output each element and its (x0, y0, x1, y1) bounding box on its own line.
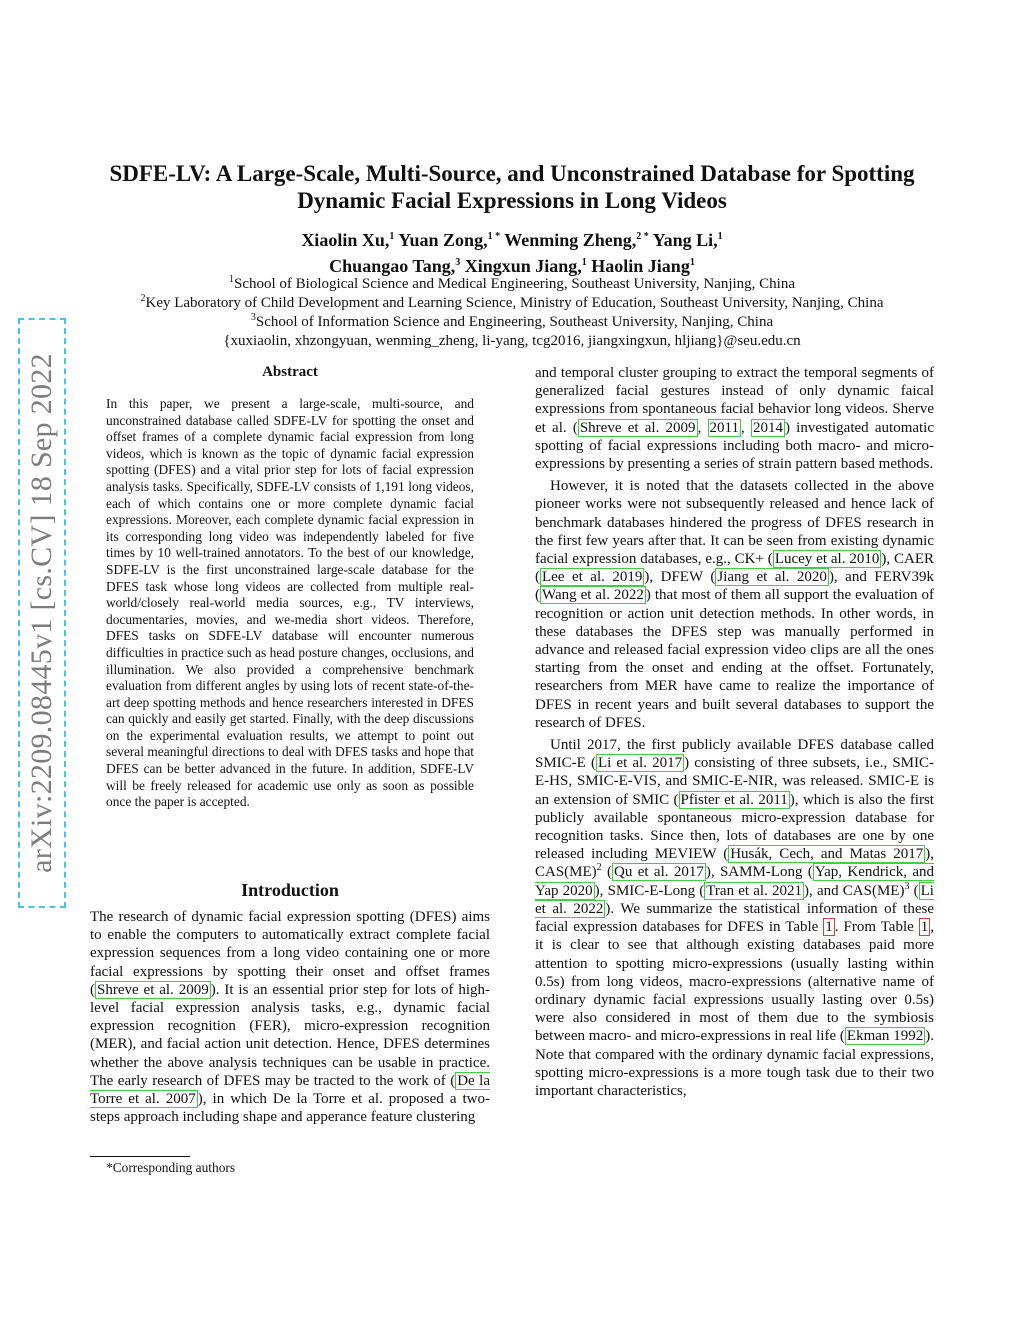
citation-link[interactable]: Yap, Kendrick, and Yap 2020 (535, 864, 934, 899)
citation-link[interactable]: Li et al. 2017 (597, 755, 683, 772)
author: Yang Li,$^1$ (652, 230, 723, 250)
citation-link[interactable]: Wang et al. 2022 (542, 587, 644, 604)
table-reference-link[interactable]: 1 (825, 919, 833, 936)
affiliation: $^3$School of Information Science and Engineering, Southeast University, Nanjing, China (250, 312, 774, 330)
author: Chuangao Tang,$^3$ (329, 256, 461, 276)
citation-link[interactable]: Jiang et al. 2020 (717, 569, 827, 586)
author: Wenming Zheng,$^{2 *}$ (504, 230, 649, 250)
citation-link[interactable]: Lucey et al. 2010 (774, 551, 880, 568)
citation-link[interactable]: Shreve et al. 2009 (579, 419, 696, 436)
affiliation: $^2$Key Laboratory of Child Development and Learning Science, Ministry of Education, Southeast University, Nanjing, China (140, 293, 884, 311)
citation-link[interactable]: 2011 (709, 419, 739, 436)
author-line-1 (90, 227, 934, 253)
author: Haolin Jiang$^1$ (591, 256, 695, 276)
citation-link[interactable]: Li et al. 2022 (535, 882, 934, 917)
paper-title: SDFE-LV: A Large-Scale, Multi-Source, and Unconstrained Database for Spotting Dynamic Facial Expressions in Long Videos (109, 161, 915, 213)
citation-link[interactable]: 2014 (752, 419, 783, 436)
affiliation: $^1$School of Biological Science and Medical Engineering, Southeast University, Nanjing, China (229, 274, 795, 292)
author: Yuan Zong,$^{1 *}$ (398, 230, 501, 250)
arxiv-id: arXiv:2209.08445v1 [cs.CV] 18 Sep 2022 (25, 353, 58, 873)
citation-link[interactable]: Tran et al. 2021 (706, 882, 803, 899)
introduction-heading: Introduction (241, 880, 339, 900)
footnote-rule (90, 1156, 190, 1157)
affiliations (90, 275, 934, 351)
author-block (90, 227, 934, 279)
citation-link[interactable]: De la Torre et al. 2007 (90, 1072, 490, 1108)
arxiv-stamp (18, 318, 66, 908)
citation-link[interactable]: Ekman 1992 (846, 1028, 924, 1045)
emails: {xuxiaolin, xhzongyuan, wenming_zheng, li-yang, tcg2016, jiangxingxun, hljiang}@seu.edu.cn (223, 333, 801, 349)
citation-link[interactable]: Qu et al. 2017 (614, 864, 704, 881)
abstract-heading: Abstract (262, 364, 318, 380)
citation-link[interactable]: Husák, Cech, and Matas 2017 (730, 846, 924, 863)
paragraph: However, it is noted that the datasets collected in the above pioneer works were not subsequently released and hence lack of benchmark databases hindered the progress of DFES research in the first few years after that. It can be seen from existing dynamic facial expression databases, e.g., CK+ ( Lucey et al. 2010 ), CAER ( Lee et al. 2019 ), DFEW ( Jiang et al. 2020 ), and FERV39k ( Wang et al. 2022 ) that most of them all support the evaluation of recognition or action unit detection methods. In other words, in these databases the DFES step was manually performed in advance and released facial expression video clips are all the ones starting from the onset and ending at the offset. Fortunately, researchers from MER have came to realize the importance of DFES in recent years and built several databases to support the research of DFES. (535, 478, 935, 731)
table-reference-link[interactable]: 1 (920, 919, 929, 936)
author: Xingxun Jiang,$^1$ (464, 256, 587, 276)
paragraph: and temporal cluster grouping to extract the temporal segments of generalized facial gestures instead of only dynamic faical expressions from spontaneous facial behavior long videos. Sherve et al. ( Shreve et al. 2009 , 2011 , 2014 ) investigated automatic spotting of facial expressions including both macro- and micro-expressions by presenting a series of strain pattern based methods. (535, 365, 935, 473)
citation-link[interactable]: Pfister et al. 2011 (680, 791, 788, 808)
citation-link[interactable]: Shreve et al. 2009 (97, 981, 209, 998)
citation-link[interactable]: Lee et al. 2019 (542, 569, 643, 586)
author: Xiaolin Xu,$^1$ (301, 230, 395, 250)
footnote: *Corresponding authors (106, 1160, 236, 1175)
right-column (535, 364, 934, 1100)
abstract-body: In this paper, we present a large-scale, multi-source, and unconstrained database called SDFE-LV for spotting the onset and offset frames of a complete dynamic facial expression from long videos, which is known as the topic of dynamic facial expression spotting (DFES) and a vital prior step for lots of facial expression analysis tasks. Specifically, SDFE-LV consists of 1,191 long videos, each of which contains one or more complete dynamic facial expressions. Moreover, each complete dynamic facial expression in its corresponding long video was independently labeled for five times by 10 well-trained annotators. To the best of our knowledge, SDFE-LV is the first unconstrained large-scale database for the DFES task whose long videos are collected from multiple real-world/closely real-world media sources, e.g., TV interviews, documentaries, movies, and we-media short videos. Therefore, DFES tasks on SDFE-LV database will encounter numerous difficulties in practice such as head posture changes, occlusions, and illumination. We also provided a comprehensive benchmark evaluation from different angles by using lots of recent state-of-the-art deep spotting methods and hence researchers interested in DFES can quickly and easily get started. Finally, with the deep discussions on the experimental evaluation results, we attempt to point out several meaningful directions to deal with DFES tasks and hope that DFES can be better advanced in the future. In addition, SDFE-LV will be freely released for academic use only as soon as possible once the paper is accepted. (106, 396, 474, 810)
paragraph: Until 2017, the first publicly available DFES database called SMIC-E ( Li et al. 2017 ) consisting of three subsets, i.e., SMIC-E-HS, SMIC-E-VIS, and SMIC-E-NIR, was released. SMIC-E is an extension of SMIC ( Pfister et al. 2011 ), which is also the first publicly available spontaneous micro-expression database for recognition tasks. Since then, lots of databases are one by one released including MEVIEW ( Husák, Cech, and Matas 2017 ), CAS(ME)$^2$ ( Qu et al. 2017 ), SAMM-Long ( Yap, Kendrick, and Yap 2020 ), SMIC-E-Long ( Tran et al. 2021 ), and CAS(ME)$^3$ ( Li et al. 2022 ). We summarize the statistical information of these facial expression databases for DFES in Table 1 . From Table 1 , it is clear to see that although existing databases paid more attention to spotting micro-expressions (usually lasting within 0.5s) from long videos, macro-expressions (alternative name of ordinary dynamic facial expressions usually lasting over 0.5s) were also considered in most of them due to the symbiosis between macro- and micro-expressions in real life ( Ekman 1992 ). Note that compared with the ordinary dynamic facial expressions, spotting micro-expressions is a more tough task due to their two important characteristics, (535, 737, 935, 1099)
paragraph: The research of dynamic facial expression spotting (DFES) aims to enable the computers to automatically extract complete facial expression sequences from a long video containing one or more facial expressions by spotting their onset and offset frames ( Shreve et al. 2009 ). It is an essential prior step for lots of high-level facial expression analysis tasks, e.g., dynamic facial expression recognition (FER), micro-expression recognition (MER), and facial action unit detection. Hence, DFES determines whether the above analysis techniques can be usable in practice. The early research of DFES may be tracted to the work of ( De la Torre et al. 2007 ), in which De la Torre et al. proposed a two-steps approach including shape and apperance feature clustering (90, 909, 490, 1126)
introduction-body (90, 908, 490, 1126)
